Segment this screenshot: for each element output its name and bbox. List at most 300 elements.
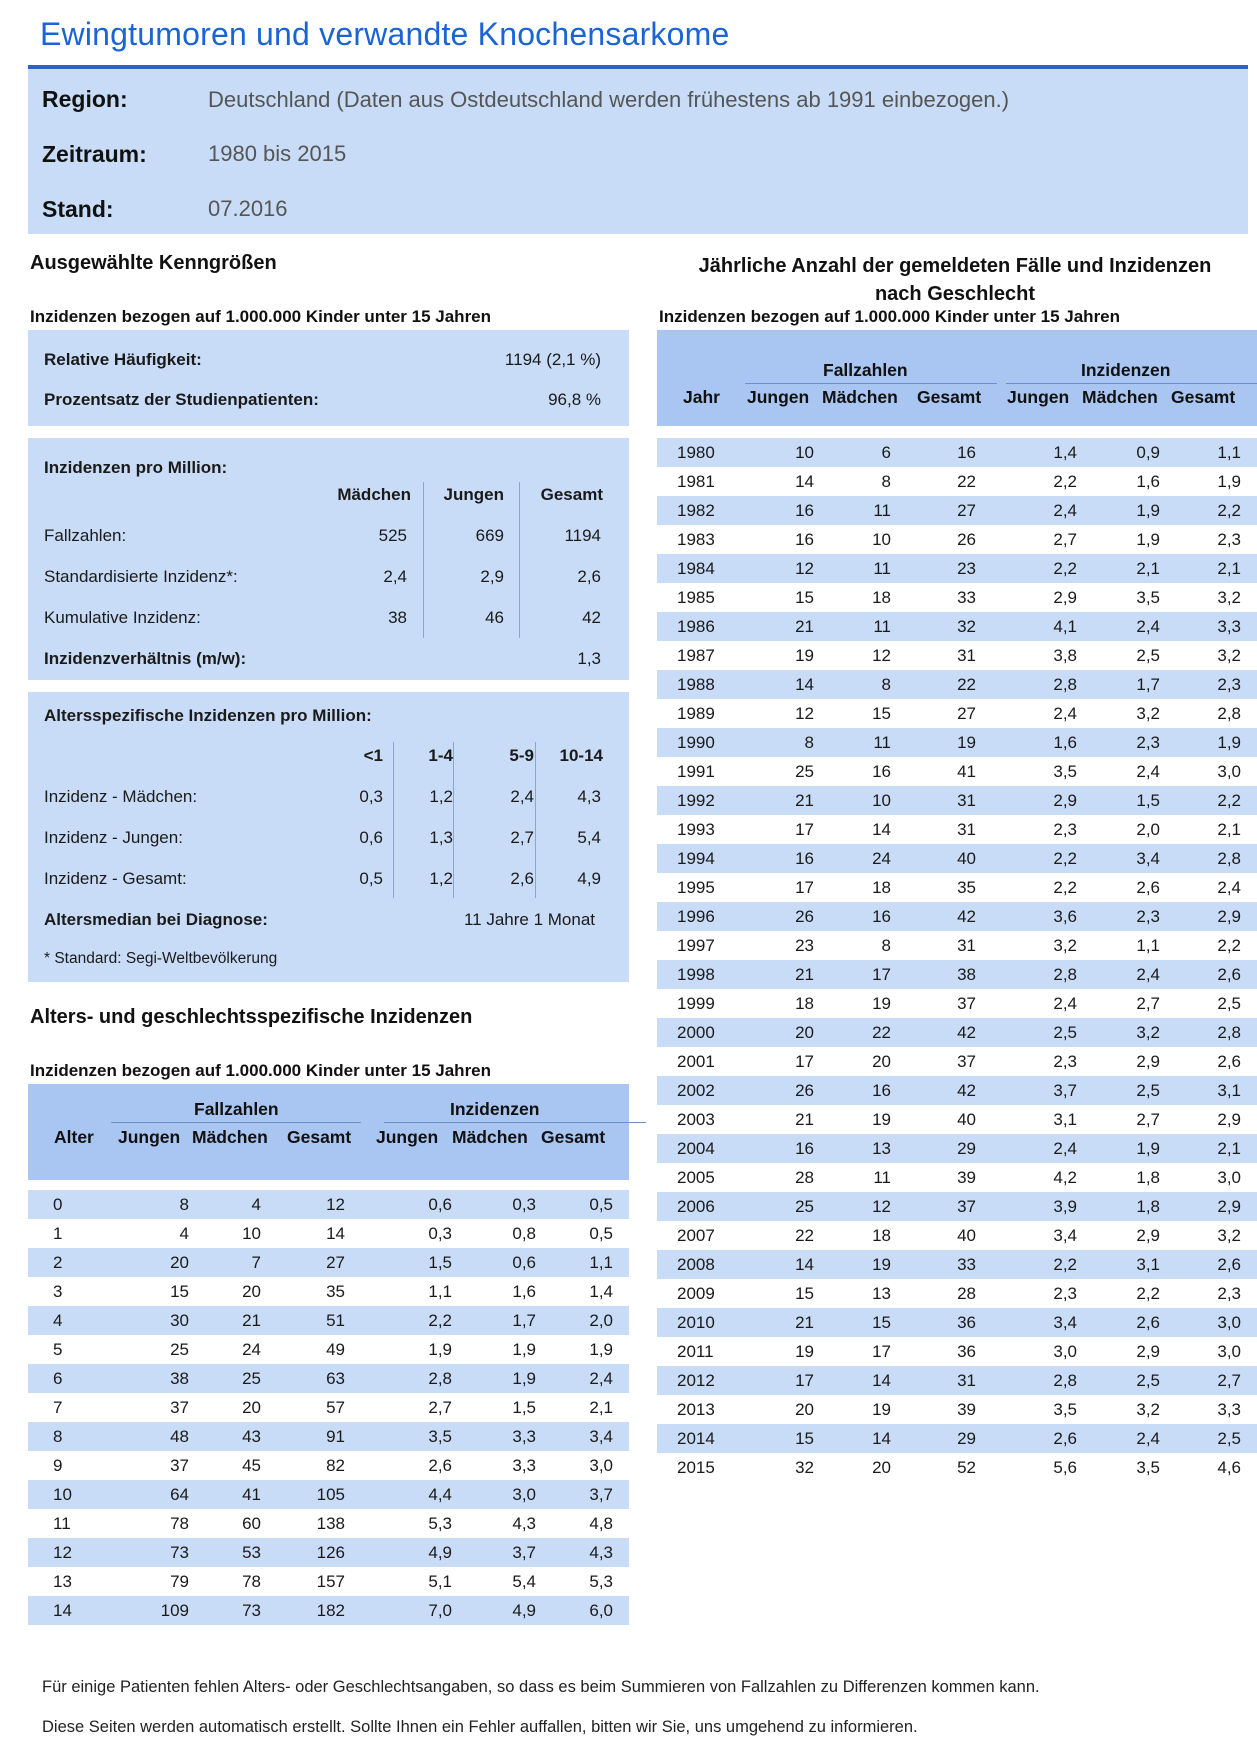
- year-header-inz-maedchen: Mädchen: [1082, 387, 1158, 407]
- year_table-cell: 2,7: [1136, 1109, 1160, 1129]
- footer-note-missing-data: Für einige Patienten fehlen Alters- oder Geschlechtsangaben, so dass es beim Summieren von Fallzahlen zu Differenzen kommen kann.: [42, 1678, 1040, 1696]
- year_table-cell: 1990: [657, 728, 754, 757]
- age_table-cell: 3,3: [512, 1455, 536, 1475]
- year_table-cell: 21: [795, 1109, 814, 1129]
- year_table-cell: 31: [957, 819, 976, 839]
- table-row: [657, 1163, 1257, 1192]
- age_table-cell: 6,0: [544, 1596, 629, 1625]
- kum-inzidenz-label: Kumulative Inzidenz:: [44, 608, 201, 627]
- year_table-cell: 3,0: [1217, 1167, 1241, 1187]
- year_table-cell: 2,5: [984, 1018, 1089, 1047]
- year_table-cell: 1996: [657, 902, 754, 931]
- year_table-cell: 27: [900, 496, 984, 525]
- year_table-cell: 2000: [657, 1018, 754, 1047]
- year_table-cell: 2,2: [1053, 877, 1077, 897]
- year_table-cell: 19: [872, 993, 891, 1013]
- age_table-cell: 138: [316, 1513, 345, 1533]
- age_table-cell: 1,1: [428, 1281, 452, 1301]
- year_table-cell: 16: [754, 844, 820, 873]
- year_table-cell: 15: [795, 1283, 814, 1303]
- year_table-cell: 40: [957, 1225, 976, 1245]
- year_table-cell: 42: [900, 1076, 984, 1105]
- year_table-cell: 31: [900, 786, 984, 815]
- age_table-cell: 182: [269, 1596, 353, 1625]
- year_table-cell: 2,9: [1136, 1225, 1160, 1245]
- year_table-cell: 15: [820, 1308, 900, 1337]
- standard-footnote: * Standard: Segi-Weltbevölkerung: [44, 950, 278, 967]
- age-group-inzidenzen: Inzidenzen: [450, 1099, 540, 1119]
- year_table-cell: 2,2: [1053, 471, 1077, 491]
- year-table-subtitle: Inzidenzen bezogen auf 1.000.000 Kinder unter 15 Jahren: [659, 307, 1121, 326]
- year_table-cell: 2012: [657, 1366, 754, 1395]
- table-row: [657, 699, 1257, 728]
- age_table-cell: 1,9: [428, 1339, 452, 1359]
- year_table-cell: 1987: [677, 645, 715, 665]
- year_table-cell: 14: [795, 471, 814, 491]
- year_table-cell: 41: [957, 761, 976, 781]
- inz-maedchen-lt1: 0,3: [359, 787, 383, 806]
- age_table-cell: 48: [105, 1422, 191, 1451]
- year-table-title-line1: Jährliche Anzahl der gemeldeten Fälle und Inzidenzen: [698, 255, 1212, 277]
- year_table-cell: 2,4: [1089, 612, 1170, 641]
- header-rule: [384, 1122, 646, 1123]
- year_table-cell: 3,0: [1053, 1341, 1077, 1361]
- table-row: [657, 670, 1257, 699]
- year_table-cell: 2,7: [1170, 1366, 1257, 1395]
- year_table-cell: 18: [872, 587, 891, 607]
- year_table-cell: 10: [820, 786, 900, 815]
- year_table-cell: 19: [900, 728, 984, 757]
- table-row: [657, 931, 1257, 960]
- table-row: [657, 1221, 1257, 1250]
- ratio-label: Inzidenzverhältnis (m/w):: [44, 649, 247, 668]
- year_table-cell: 2,0: [1136, 819, 1160, 839]
- year_table-cell: 1,9: [1217, 471, 1241, 491]
- year_table-cell: 3,9: [984, 1192, 1089, 1221]
- year_table-cell: 28: [795, 1167, 814, 1187]
- age_table-cell: 35: [326, 1281, 345, 1301]
- age_table-cell: 60: [242, 1513, 261, 1533]
- year_table-cell: 6: [820, 438, 900, 467]
- col-header-lt1: <1: [363, 746, 383, 765]
- year_table-cell: 1,8: [1089, 1192, 1170, 1221]
- year_table-cell: 1980: [657, 438, 754, 467]
- age_table-cell: 1,4: [589, 1281, 613, 1301]
- year_table-cell: 2,2: [1217, 935, 1241, 955]
- inz-gesamt-10-14: 4,9: [577, 869, 601, 888]
- year_table-cell: 16: [754, 496, 820, 525]
- year_table-cell: 23: [795, 935, 814, 955]
- age_table-cell: 2,8: [353, 1364, 460, 1393]
- age_table-cell: 2,4: [544, 1364, 629, 1393]
- year_table-cell: 19: [820, 1250, 900, 1279]
- age-table: [28, 1190, 629, 1625]
- age_table-cell: 4: [28, 1306, 105, 1335]
- year_table-cell: 2,5: [1217, 993, 1241, 1013]
- age_table-cell: 1,6: [512, 1281, 536, 1301]
- year_table-cell: 18: [872, 877, 891, 897]
- fallzahlen-maedchen: 525: [378, 526, 407, 545]
- age_table-cell: 1,9: [512, 1339, 536, 1359]
- ratio-value: 1,3: [577, 649, 601, 668]
- year_table-cell: 2,9: [1170, 902, 1257, 931]
- year_table-cell: 22: [957, 471, 976, 491]
- year_table-cell: 2,2: [1136, 1283, 1160, 1303]
- year_table-cell: 2,4: [1217, 877, 1241, 897]
- age_table-cell: 5: [53, 1339, 63, 1359]
- year_table-cell: 2,6: [1217, 1051, 1241, 1071]
- year_table-cell: 8: [754, 728, 820, 757]
- column-divider: [423, 482, 424, 638]
- table-row: [657, 1366, 1257, 1395]
- age_table-cell: 9: [53, 1455, 63, 1475]
- table-row: [28, 1451, 629, 1480]
- year_table-cell: 25: [754, 1192, 820, 1221]
- age_table-cell: 1,5: [353, 1248, 460, 1277]
- page-title: Ewingtumoren und verwandte Knochensarkome: [40, 16, 730, 52]
- year_table-cell: 20: [872, 1457, 891, 1477]
- year_table-cell: 1998: [657, 960, 754, 989]
- year_table-cell: 2,9: [1136, 1341, 1160, 1361]
- column-divider: [519, 482, 520, 638]
- year_table-cell: 29: [900, 1134, 984, 1163]
- table-row: [657, 1076, 1257, 1105]
- age_table-cell: 4,8: [589, 1513, 613, 1533]
- year_table-cell: 2,9: [1136, 1051, 1160, 1071]
- fallzahlen-jungen: 669: [475, 526, 504, 545]
- year_table-cell: 17: [754, 1366, 820, 1395]
- median-label: Altersmedian bei Diagnose:: [44, 910, 268, 929]
- year-group-fallzahlen: Fallzahlen: [823, 360, 908, 380]
- year_table-cell: 8: [881, 471, 891, 491]
- year_table-cell: 10: [872, 529, 891, 549]
- year_table-cell: 31: [900, 1366, 984, 1395]
- inz-maedchen-10-14: 4,3: [577, 787, 601, 806]
- inz-maedchen-label: Inzidenz - Mädchen:: [44, 787, 198, 806]
- year_table-cell: 2,3: [1053, 1051, 1077, 1071]
- year_table-cell: 16: [820, 902, 900, 931]
- age_table-cell: 51: [269, 1306, 353, 1335]
- table-row: [657, 1424, 1257, 1453]
- age_table-cell: 79: [170, 1571, 189, 1591]
- year_table-cell: 37: [957, 993, 976, 1013]
- age_table-cell: 24: [242, 1339, 261, 1359]
- year_table-cell: 2,4: [1136, 761, 1160, 781]
- col-header-5-9: 5-9: [509, 746, 534, 765]
- year_table-cell: 2010: [657, 1308, 754, 1337]
- zeitraum-value: 1980 bis 2015: [208, 141, 347, 166]
- year_table-cell: 16: [754, 1134, 820, 1163]
- age-group-fallzahlen: Fallzahlen: [194, 1099, 279, 1119]
- year_table-cell: 1,9: [1170, 728, 1257, 757]
- table-row: [657, 1250, 1257, 1279]
- year-header-fall-jungen: Jungen: [747, 387, 810, 407]
- region-value: Deutschland (Daten aus Ostdeutschland werden frühestens ab 1991 einbezogen.): [208, 87, 1010, 112]
- age_table-cell: 2,0: [544, 1306, 629, 1335]
- year_table-cell: 2,1: [1217, 819, 1241, 839]
- year_table-cell: 2,6: [1136, 877, 1160, 897]
- age_table-cell: 2,6: [428, 1455, 452, 1475]
- year_table-cell: 3,1: [1053, 1109, 1077, 1129]
- age_table-cell: 3,7: [544, 1480, 629, 1509]
- alters-inzidenzen-box: [28, 692, 629, 982]
- year_table-cell: 20: [795, 1399, 814, 1419]
- col-header-10-14: 10-14: [559, 746, 603, 765]
- age_table-cell: 1: [53, 1223, 63, 1243]
- year-group-inzidenzen: Inzidenzen: [1081, 360, 1171, 380]
- age_table-cell: 11: [53, 1513, 71, 1533]
- table-row: [657, 1308, 1257, 1337]
- studienpatienten-value: 96,8 %: [548, 390, 601, 409]
- year_table-cell: 1,7: [1089, 670, 1170, 699]
- age_table-cell: 73: [105, 1538, 191, 1567]
- age_table-cell: 0,3: [428, 1223, 452, 1243]
- age_table-cell: 14: [28, 1596, 105, 1625]
- year_table-cell: 2002: [657, 1076, 754, 1105]
- year_table-cell: 40: [957, 1109, 976, 1129]
- year_table-cell: 2003: [677, 1109, 715, 1129]
- year_table-cell: 3,4: [1053, 1225, 1077, 1245]
- age_table-cell: 5,1: [428, 1571, 452, 1591]
- age_table-cell: 82: [326, 1455, 345, 1475]
- year_table-cell: 2,4: [1053, 703, 1077, 723]
- year_table-cell: 13: [872, 1283, 891, 1303]
- year_table-cell: 1,1: [1136, 935, 1160, 955]
- age_table-cell: 30: [105, 1306, 191, 1335]
- std-inzidenz-jungen: 2,9: [480, 567, 504, 586]
- year_table-cell: 2,1: [1170, 1134, 1257, 1163]
- year_table-cell: 25: [795, 761, 814, 781]
- year_table-cell: 11: [873, 1167, 891, 1187]
- year_table-cell: 14: [820, 1424, 900, 1453]
- year_table-cell: 12: [872, 645, 891, 665]
- year_table-cell: 2,7: [1053, 529, 1077, 549]
- year_table-cell: 8: [881, 935, 891, 955]
- year_table-cell: 1991: [677, 761, 715, 781]
- year_table-cell: 12: [795, 703, 814, 723]
- table-row: [657, 612, 1257, 641]
- year_table-cell: 40: [900, 844, 984, 873]
- year_table-cell: 2,1: [1170, 554, 1257, 583]
- year_table-cell: 2,9: [1170, 1192, 1257, 1221]
- table-row: [28, 1480, 629, 1509]
- table-row: [657, 873, 1257, 902]
- year_table-cell: 23: [900, 554, 984, 583]
- age_table-cell: 109: [105, 1596, 191, 1625]
- region-label: Region:: [42, 86, 128, 112]
- year_table-cell: 2,4: [1089, 1424, 1170, 1453]
- age_table-cell: 3,4: [544, 1422, 629, 1451]
- table-row: [657, 467, 1257, 496]
- age_table-cell: 2,1: [589, 1397, 613, 1417]
- age-header-fall-jungen: Jungen: [118, 1127, 181, 1147]
- year_table-cell: 12: [820, 1192, 900, 1221]
- year_table-cell: 3,3: [1170, 612, 1257, 641]
- year_table-cell: 2,3: [1217, 1283, 1241, 1303]
- year_table-cell: 3,0: [1170, 1308, 1257, 1337]
- year_table-cell: 31: [957, 645, 976, 665]
- age_table-cell: 7: [191, 1248, 269, 1277]
- table-row: [657, 844, 1257, 873]
- year_table-cell: 3,2: [1217, 587, 1241, 607]
- year_table-cell: 3,0: [1217, 761, 1241, 781]
- inz-gesamt-lt1: 0,5: [359, 869, 383, 888]
- age_table-cell: 13: [53, 1571, 72, 1591]
- age_table-cell: 57: [326, 1397, 345, 1417]
- year_table-cell: 2,6: [984, 1424, 1089, 1453]
- inz-gesamt-label: Inzidenz - Gesamt:: [44, 869, 187, 888]
- year_table-cell: 26: [754, 902, 820, 931]
- year_table-cell: 3,3: [1217, 1399, 1241, 1419]
- age_table-cell: 3,7: [460, 1538, 544, 1567]
- year_table-cell: 1,9: [1136, 529, 1160, 549]
- footer-note-auto-generated: Diese Seiten werden automatisch erstellt. Sollte Ihnen ein Fehler auffallen, bitten wir Sie, uns umgehend zu informieren.: [42, 1718, 918, 1736]
- age_table-cell: 2: [28, 1248, 105, 1277]
- age_table-cell: 0,5: [544, 1190, 629, 1219]
- age_table-cell: 0,6: [353, 1190, 460, 1219]
- year_table-cell: 14: [820, 1366, 900, 1395]
- year-table: [657, 438, 1257, 1482]
- age-header-fall-gesamt: Gesamt: [287, 1127, 352, 1147]
- age-table-header: [28, 1084, 629, 1180]
- year_table-cell: 10: [754, 438, 820, 467]
- year_table-cell: 2,9: [1217, 1109, 1241, 1129]
- year_table-cell: 1,9: [1089, 1134, 1170, 1163]
- inz-maedchen-1-4: 1,2: [429, 787, 453, 806]
- table-row: [28, 1567, 629, 1596]
- year_table-cell: 1982: [657, 496, 754, 525]
- year_table-cell: 1984: [657, 554, 754, 583]
- year_table-cell: 2,6: [1170, 960, 1257, 989]
- year_table-cell: 24: [820, 844, 900, 873]
- table-row: [657, 1337, 1257, 1366]
- year_table-cell: 22: [820, 1018, 900, 1047]
- year_table-cell: 2,5: [1089, 1366, 1170, 1395]
- table-row: [28, 1422, 629, 1451]
- year_table-cell: 20: [872, 1051, 891, 1071]
- table-row: [28, 1277, 629, 1306]
- std-inzidenz-label: Standardisierte Inzidenz*:: [44, 567, 238, 586]
- age_table-cell: 0,8: [512, 1223, 536, 1243]
- table-row: [657, 1047, 1257, 1076]
- year_table-cell: 39: [957, 1167, 976, 1187]
- age-header-inz-jungen: Jungen: [376, 1127, 439, 1147]
- kum-inzidenz-gesamt: 42: [582, 608, 601, 627]
- year_table-cell: 18: [795, 993, 814, 1013]
- year_table-cell: 2,9: [1053, 587, 1077, 607]
- inz-gesamt-1-4: 1,2: [429, 869, 453, 888]
- age_table-cell: 10: [242, 1223, 261, 1243]
- std-inzidenz-maedchen: 2,4: [383, 567, 407, 586]
- year_table-cell: 1986: [657, 612, 754, 641]
- year_table-cell: 2,4: [984, 1134, 1089, 1163]
- year_table-cell: 1,1: [1170, 438, 1257, 467]
- age_table-cell: 12: [28, 1538, 105, 1567]
- year_table-cell: 3,5: [1053, 761, 1077, 781]
- age-table-subtitle: Inzidenzen bezogen auf 1.000.000 Kinder unter 15 Jahren: [30, 1061, 492, 1080]
- table-row: [657, 960, 1257, 989]
- table-row: [657, 1134, 1257, 1163]
- year_table-cell: 2008: [657, 1250, 754, 1279]
- year_table-cell: 1993: [677, 819, 715, 839]
- year_table-cell: 16: [872, 761, 891, 781]
- year_table-cell: 1,8: [1136, 1167, 1160, 1187]
- table-row: [28, 1335, 629, 1364]
- age_table-cell: 73: [191, 1596, 269, 1625]
- inz-gesamt-5-9: 2,6: [510, 869, 534, 888]
- table-row: [657, 1395, 1257, 1424]
- age_table-cell: 63: [269, 1364, 353, 1393]
- inz-jungen-lt1: 0,6: [359, 828, 383, 847]
- year_table-cell: 36: [957, 1341, 976, 1361]
- year_table-cell: 2,2: [984, 1250, 1089, 1279]
- year_table-cell: 13: [820, 1134, 900, 1163]
- zeitraum-label: Zeitraum:: [42, 141, 147, 167]
- age-header-fall-maedchen: Mädchen: [192, 1127, 268, 1147]
- year_table-cell: 18: [872, 1225, 891, 1245]
- year_table-cell: 2005: [677, 1167, 715, 1187]
- year_table-cell: 2,2: [1170, 496, 1257, 525]
- age_table-cell: 1,9: [460, 1364, 544, 1393]
- age_table-cell: 5,4: [512, 1571, 536, 1591]
- year_table-cell: 2,8: [1217, 703, 1241, 723]
- year_table-cell: 4,2: [1053, 1167, 1077, 1187]
- year_table-cell: 19: [872, 1399, 891, 1419]
- age_table-cell: 20: [105, 1248, 191, 1277]
- year_table-cell: 1,6: [984, 728, 1089, 757]
- table-row: [28, 1364, 629, 1393]
- year-table-title-line2: nach Geschlecht: [874, 283, 1036, 305]
- age_table-cell: 91: [269, 1422, 353, 1451]
- age_table-cell: 1,9: [589, 1339, 613, 1359]
- year_table-cell: 21: [754, 1308, 820, 1337]
- year_table-cell: 5,6: [1053, 1457, 1077, 1477]
- age_table-cell: 25: [170, 1339, 189, 1359]
- year_table-cell: 1,9: [1089, 496, 1170, 525]
- year_table-cell: 1997: [677, 935, 715, 955]
- year_table-cell: 3,7: [984, 1076, 1089, 1105]
- year_table-cell: 2,8: [1170, 1018, 1257, 1047]
- year_table-cell: 28: [957, 1283, 976, 1303]
- table-row: [28, 1393, 629, 1422]
- year_table-cell: 2,2: [984, 554, 1089, 583]
- age_table-cell: 78: [242, 1571, 261, 1591]
- year_table-cell: 1999: [677, 993, 715, 1013]
- year_table-cell: 1985: [677, 587, 715, 607]
- age_table-cell: 0,6: [460, 1248, 544, 1277]
- year_table-cell: 2,6: [1170, 1250, 1257, 1279]
- year_table-cell: 2001: [677, 1051, 715, 1071]
- year_table-cell: 2,5: [1170, 1424, 1257, 1453]
- age_table-cell: 126: [269, 1538, 353, 1567]
- age_table-cell: 1,7: [460, 1306, 544, 1335]
- year_table-cell: 29: [900, 1424, 984, 1453]
- meta-panel: [28, 69, 1248, 234]
- year_table-cell: 22: [900, 670, 984, 699]
- table-row: [28, 1190, 629, 1219]
- year_table-cell: 17: [795, 819, 814, 839]
- year_table-cell: 37: [957, 1051, 976, 1071]
- year_table-cell: 3,6: [984, 902, 1089, 931]
- age_table-cell: 37: [170, 1455, 189, 1475]
- year_table-cell: 14: [872, 819, 891, 839]
- year_table-cell: 3,0: [1217, 1341, 1241, 1361]
- year_table-cell: 2013: [677, 1399, 715, 1419]
- year_table-cell: 26: [754, 1076, 820, 1105]
- inz-jungen-label: Inzidenz - Jungen:: [44, 828, 183, 847]
- age_table-cell: 4,9: [460, 1596, 544, 1625]
- table-row: [657, 438, 1257, 467]
